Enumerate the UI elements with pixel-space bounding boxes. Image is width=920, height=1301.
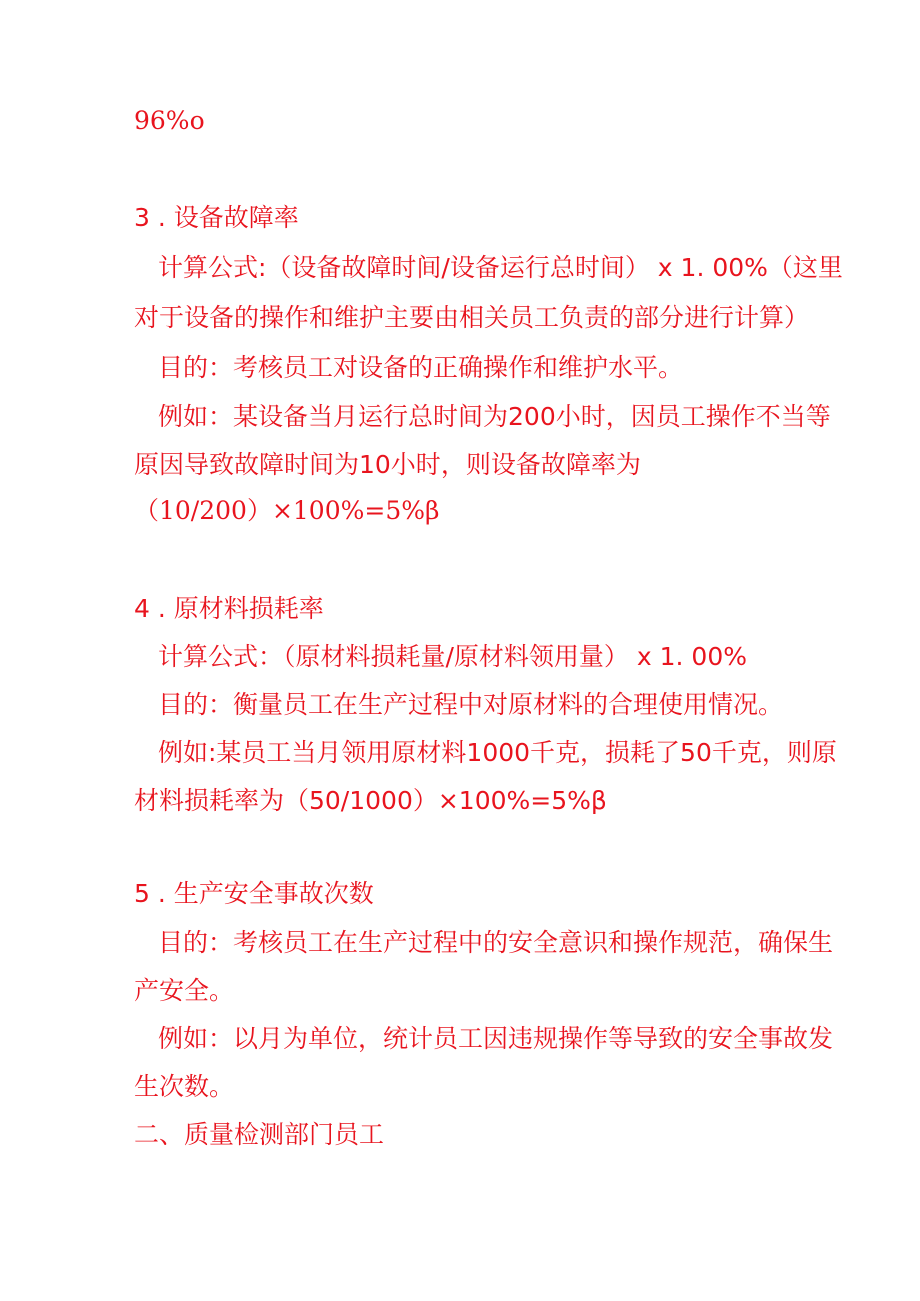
text-line-example: 例如：某设备当月运行总时间为200小时，因员工操作不当等 (158, 402, 831, 431)
text-line-calculation: （10/200）×100%=5%β (134, 496, 440, 525)
text-line-formula-cont: 对于设备的操作和维护主要由相关员工负责的部分进行计算） (134, 303, 810, 332)
text-line-purpose-cont: 产安全。 (134, 976, 235, 1005)
text-line-example: 例如:某员工当月领用原材料1000千克，损耗了50千克，则原 (158, 738, 837, 767)
text-line-formula: 计算公式:（设备故障时间/设备运行总时间） x 1. 00%（这里 (158, 253, 843, 282)
text-line-percentage: 96%o (134, 106, 205, 135)
heading-safety-accident-count: 5 . 生产安全事故次数 (134, 879, 374, 908)
text-line-example-cont: 材料损耗率为（50/1000）×100%=5%β (134, 786, 607, 815)
text-line-purpose: 目的：衡量员工在生产过程中对原材料的合理使用情况。 (158, 690, 784, 719)
text-line-formula: 计算公式：（原材料损耗量/原材料领用量） x 1. 00% (158, 642, 747, 671)
text-line-example: 例如：以月为单位，统计员工因违规操作等导致的安全事故发 (158, 1024, 834, 1053)
heading-equipment-failure-rate: 3 . 设备故障率 (134, 203, 299, 232)
text-line-purpose: 目的：考核员工对设备的正确操作和维护水平。 (158, 353, 684, 382)
text-line-example-cont: 原因导致故障时间为10小时，则设备故障率为 (134, 450, 641, 479)
heading-material-loss-rate: 4 . 原材料损耗率 (134, 594, 324, 623)
section-heading-quality-inspection: 二、质量检测部门员工 (134, 1120, 385, 1149)
text-line-purpose: 目的：考核员工在生产过程中的安全意识和操作规范，确保生 (158, 928, 834, 957)
text-line-example-cont: 生次数。 (134, 1072, 235, 1101)
